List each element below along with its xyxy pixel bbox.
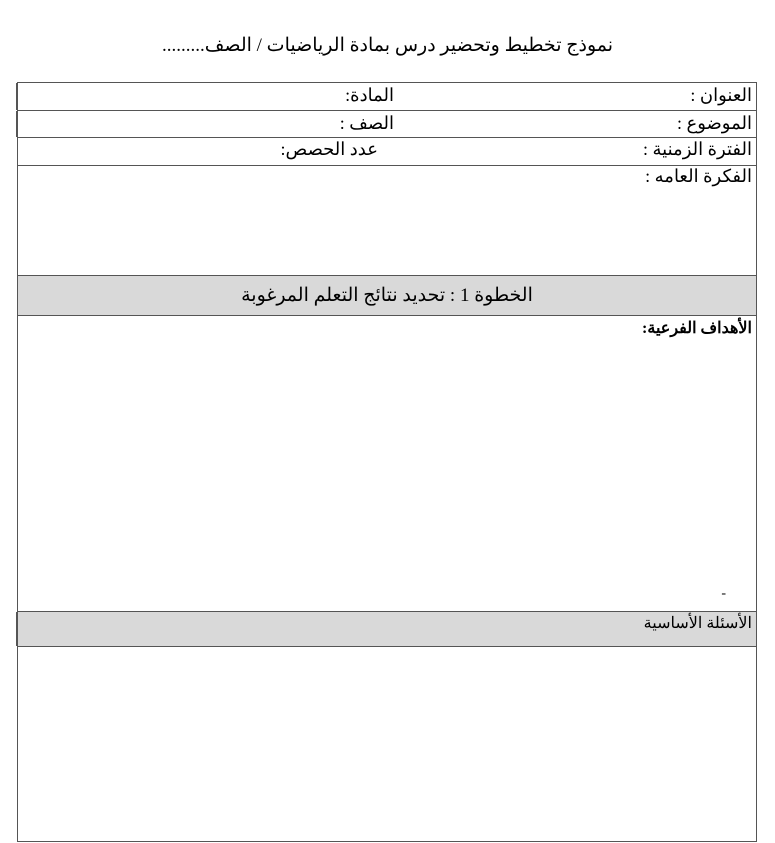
form-row-topic (18, 111, 756, 138)
form-row-title (18, 83, 756, 111)
topic-cell[interactable] (398, 111, 756, 137)
sub-objectives-cell[interactable] (16, 316, 756, 611)
essential-questions-empty-cell[interactable] (16, 612, 400, 646)
bullet-dash: - (721, 586, 726, 601)
step1-header (18, 276, 756, 316)
sub-objectives-label: الأهداف الفرعية: (642, 320, 752, 337)
essential-questions-cell[interactable] (400, 612, 756, 646)
general-idea-cell[interactable] (16, 166, 756, 275)
subject-cell[interactable] (16, 83, 398, 110)
title-label: العنوان : (690, 85, 752, 105)
step1-label: الخطوة 1 : تحديد نتائج التعلم المرغوبة (241, 285, 533, 306)
lesson-plan-form (17, 82, 757, 842)
general-idea-label: الفكرة العامه : (645, 166, 752, 186)
period-cell[interactable] (16, 138, 756, 165)
page-title: نموذج تخطيط وتحضير درس بمادة الرياضيات / الصف......... (161, 35, 614, 56)
essential-questions-label: الأسئلة الأساسية (643, 615, 752, 632)
sub-objectives-section (18, 316, 756, 612)
grade-label: الصف : (339, 113, 394, 133)
form-row-general-idea (18, 166, 756, 276)
title-cell[interactable] (398, 83, 756, 110)
essential-questions-header (18, 612, 756, 647)
essential-questions-body[interactable] (18, 647, 756, 843)
subject-label: المادة: (345, 85, 394, 105)
grade-cell[interactable] (16, 111, 398, 137)
form-row-period (18, 138, 756, 166)
period-label: الفترة الزمنية : (643, 139, 752, 159)
sessions-label: عدد الحصص: (280, 139, 378, 159)
topic-label: الموضوع : (676, 113, 752, 133)
